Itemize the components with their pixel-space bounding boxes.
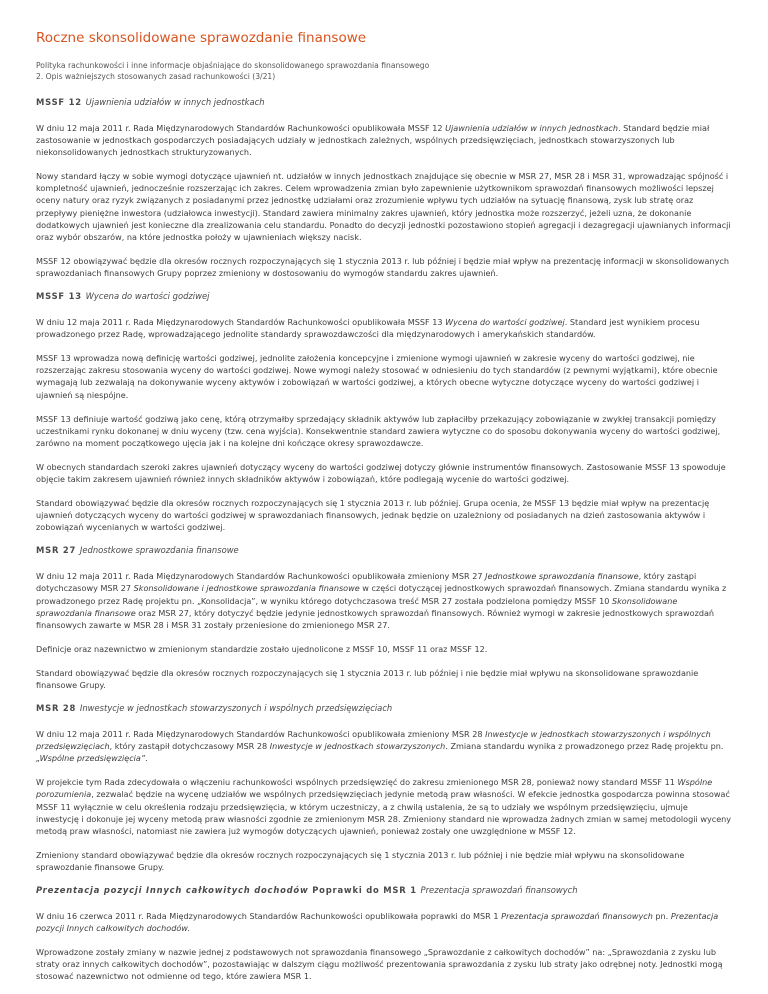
- section-heading-mssf12: [36, 97, 732, 108]
- paragraph: MSSF 12 obowiązywać będzie dla okresów rocznych rozpoczynających się 1 stycznia 2013 r. lub później i będzie miał wpływ na prezentację informacji w skonsolidowanych sprawozdaniach finansowych Grupy poprzez zmieniony w dostosowaniu do wymogów standardu zakres ujawnień.: [36, 255, 730, 278]
- section-code: Poprawki do MSR 1: [308, 885, 421, 896]
- paragraph: MSSF 13 definiuje wartość godziwą jako cenę, którą otrzymałby sprzedający składnik aktywów lub zapłaciłby przekazujący zobowiązanie w zwykłej transakcji pomiędzy uczestnikami rynku dokonanej w dniu wyceny (tzw. cena wyjścia). Konsekwentnie standard zawiera wytyczne co do sposobu dokonywania wyceny do wartości godziwej, zarówno na moment początkowego ujęcia jak i na kolejne dni kończące okresy sprawozdawcze.: [36, 413, 721, 448]
- section-code: MSR 27: [36, 545, 77, 556]
- meta-line-section: 2. Opis ważniejszych stosowanych zasad rachunkowości (3/21): [36, 72, 276, 81]
- section-heading-msr27: [36, 545, 732, 556]
- paragraph: W obecnych standardach szeroki zakres ujawnień dotyczący wyceny do wartości godziwej dotyczy głównie instrumentów finansowych. Zastosowanie MSSF 13 spowoduje objęcie takim zakresem ujawnień również innych składników aktywów i zobowiązań, które podlegają wycenie do wartości godziwej.: [36, 461, 726, 484]
- section-code: MSR 28: [36, 703, 77, 714]
- paragraph: W dniu 16 czerwca 2011 r. Rada Międzynarodowych Standardów Rachunkowości opublikowała poprawki do MSR 1 Prezentacja sprawozdań finansowych pn. Prezentacja pozycji Innych całkowitych dochodów.: [36, 911, 719, 934]
- section-title: Wycena do wartości godziwej: [85, 291, 210, 302]
- paragraph: W dniu 12 maja 2011 r. Rada Międzynarodowych Standardów Rachunkowości opublikowała MSSF 13 Wycena do wartości godziwej. Standard jest wynikiem procesu prowadzonego przez Radę, wprowadzającego jednolite standardy sprawozdawczości dla międzynarodowych i amerykańskich standardów.: [36, 317, 700, 340]
- section-heading-mssf13: [36, 291, 732, 302]
- section-title: Prezentacja sprawozdań finansowych: [420, 885, 578, 896]
- paragraph: W dniu 12 maja 2011 r. Rada Międzynarodowych Standardów Rachunkowości opublikowała zmieniony MSR 27 Jednostkowe sprawozdania finansowe, który zastąpi dotychczasowy MSR 27 Skonsolidowane i jednostkowe sprawozdania finansowe w części dotyczącej jednostkowych sprawozdań finansowych. Zmiana standardu wynika z prowadzonego przez Radę projektu pn. „Konsolidacja”, w wyniku którego dotychczasowa treść MSR 27 została podzielona pomiędzy MSSF 10 Skonsolidowane sprawozdania finansowe oraz MSR 27, który dotyczyć będzie jedynie jednostkowych sprawozdań finansowych. Również wymogi w zakresie jednostkowych sprawozdań finansowych zawarte w MSR 28 i MSR 31 zostały przeniesione do zmienionego MSR 27.: [36, 571, 727, 630]
- paragraph: MSSF 13 wprowadza nową definicję wartości godziwej, jednolite założenia koncepcyjne i zmienione wymogi ujawnień w zakresie wyceny do wartości godziwej, nie rozszerzając zakresu stosowania wyceny do wartości godziwej. Nowe wymogi należy stosować w odniesieniu do tych standardów (z pewnymi wyjątkami), które obecnie wymagają lub zezwalają na dokonywanie wyceny aktywów i zobowiązań w wartości godziwej, a których obecne wytyczne dotyczące wyceny do wartości godziwej i ujawnień są niespójne.: [36, 353, 718, 400]
- paragraph: W dniu 12 maja 2011 r. Rada Międzynarodowych Standardów Rachunkowości opublikowała MSSF 12 Ujawnienia udziałów w innych jednostkach. Standard będzie miał zastosowanie w jednostkach gospodarczych posiadających udziały w jednostkach zależnych, wspólnych przedsięwzięciach, jednostkach stowarzyszonych lub niekonsolidowanych jednostkach strukturyzowanych.: [36, 123, 710, 158]
- paragraph: Zmieniony standard obowiązywać będzie dla okresów rocznych rozpoczynających się 1 stycznia 2013 r. lub później i nie będzie miał wpływu na skonsolidowane sprawozdanie finansowe Grupy.: [36, 849, 685, 872]
- section-title: Inwestycje w jednostkach stowarzyszonych i wspólnych przedsięwzięciach: [79, 703, 393, 714]
- paragraph: W projekcie tym Rada zdecydowała o włączeniu rachunkowości wspólnych przedsięwzięć do zakresu zmienionego MSR 28, ponieważ nowy standard MSSF 11 Wspólne porozumienia, zezwalać będzie na wycenę udziałów we wspólnych przedsięwzięciach jedynie metodą praw własności. W efekcie jednostka gospodarcza powinna stosować MSSF 11 wyłącznie w celu określenia rodzaju przedsięwzięcia, w którym uczestniczy, a z chwilą ustalenia, że są to udziały we wspólnym przedsięwzięciu, ujmuje inwestycję i dokonuje jej wyceny metodą praw własności zgodnie ze zmienionym MSR 28. Zmieniony standard nie wprowadza żadnych zmian w samej metodologii wyceny metodą praw własności, natomiast nie zawiera już wymogów dotyczących ujawnień, ponieważ zostały one uwzględnione w MSSF 12.: [36, 777, 732, 836]
- section-title: Jednostkowe sprawozdania finansowe: [79, 545, 239, 556]
- section-code: MSSF 13: [36, 291, 82, 302]
- section-heading-msr28: [36, 703, 732, 714]
- meta-line-context: Polityka rachunkowości i inne informacje objaśniające do skonsolidowanego sprawozdania finansowego: [36, 61, 430, 70]
- document-title: Roczne skonsolidowane sprawozdanie finansowe: [36, 30, 367, 46]
- paragraph: Standard obowiązywać będzie dla okresów rocznych rozpoczynających się 1 stycznia 2013 r. lub później i nie będzie miał wpływu na skonsolidowane sprawozdanie finansowe Grupy.: [36, 667, 699, 690]
- paragraph: Nowy standard łączy w sobie wymogi dotyczące ujawnień nt. udziałów w innych jednostkach znajdujące się obecnie w MSR 27, MSR 28 i MSR 31, wprowadzając spójność i kompletność ujawnień, jednocześnie rozszerzając ich zakres. Celem wprowadzenia zmian było zapewnienie użytkownikom sprawozdań finansowych możliwości lepszej oceny natury oraz ryzyk związanych z posiadanymi przez jednostkę udziałami oraz zrozumienie wpływu tych udziałów na sytuację finansową, zysk lub stratę oraz przepływy pieniężne inwestora (udziałowca inwestycji). Standard zawiera minimalny zakres ujawnień, który jednostka może rozszerzyć, jeżeli uzna, że dokonanie dodatkowych ujawnień jest konieczne dla zrealizowania celu standardu. Ponadto do decyzji jednostki pozostawiono stopień agregacji i dezagregacji ujawnianych informacji oraz wybór obszarów, na które jednostka położy w ujawnieniach większy nacisk.: [36, 171, 731, 242]
- section-title: Ujawnienia udziałów w innych jednostkach: [85, 97, 265, 107]
- paragraph: Wprowadzone zostały zmiany w nazwie jednej z podstawowych not sprawozdania finansowego „Sprawozdanie z całkowitych dochodów” na: „Sprawozdania z zysku lub straty oraz innych całkowitych dochodów”, pozostawiając w dalszym ciągu możliwość prezentowania sprawozdania z zysku lub straty jako odrębnej noty. Jednostki mogą stosować nazewnictwo not odmienne od tego, które zawiera MSR 1.: [36, 947, 723, 982]
- paragraph: Standard obowiązywać będzie dla okresów rocznych rozpoczynających się 1 stycznia 2013 r. lub później. Grupa ocenia, że MSSF 13 będzie miał wpływ na prezentację ujawnień dotyczących wyceny do wartości godziwej w sprawozdaniach finansowych, jednak będzie on uzależniony od posiadanych na dzień zastosowania aktywów i zobowiązań wycenianych w wartości godziwej.: [36, 498, 710, 533]
- section-heading-msr1: [36, 885, 732, 896]
- section-title-emphasis: Prezentacja pozycji Innych całkowitych dochodów: [36, 885, 309, 896]
- paragraph: W dniu 12 maja 2011 r. Rada Międzynarodowych Standardów Rachunkowości opublikowała zmieniony MSR 28 Inwestycje w jednostkach stowarzyszonych i wspólnych przedsięwzięciach, który zastąpił dotychczasowy MSR 28 Inwestycje w jednostkach stowarzyszonych. Zmiana standardu wynika z prowadzonego przez Radę projektu pn. „Wspólne przedsięwzięcia”.: [36, 729, 724, 764]
- section-code: MSSF 12: [36, 97, 82, 107]
- paragraph: Definicje oraz nazewnictwo w zmienionym standardzie zostało ujednolicone z MSSF 10, MSSF 11 oraz MSSF 12.: [36, 643, 488, 654]
- document-meta: [36, 60, 732, 82]
